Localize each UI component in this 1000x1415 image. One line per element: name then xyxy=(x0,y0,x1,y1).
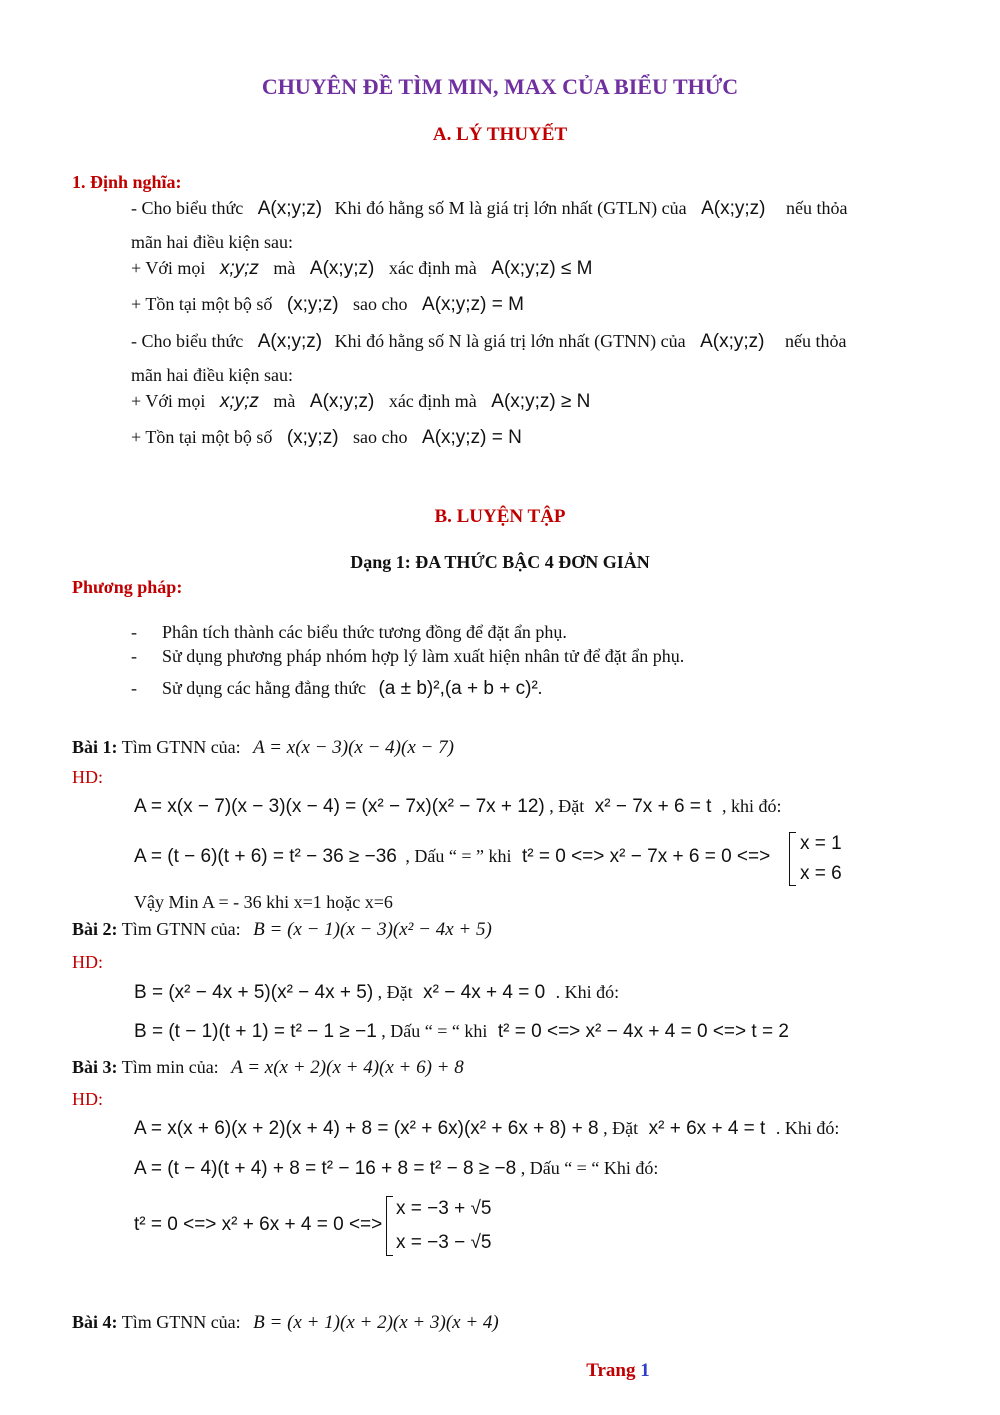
step-text: , Đặt xyxy=(377,982,413,1002)
bai3-root-1: x = −3 + √5 xyxy=(396,1198,492,1219)
step-text: , Đặt xyxy=(603,1118,639,1138)
def-text: mà xyxy=(273,391,296,411)
bullet-dash: - xyxy=(131,622,137,642)
bai1-conclusion: Vậy Min A = - 36 khi x=1 hoặc x=6 xyxy=(134,892,393,912)
bai1-step-2 xyxy=(134,846,770,868)
question-text: Tìm GTNN của: xyxy=(121,919,241,939)
def-line-6: mãn hai điều kiện sau: xyxy=(131,365,293,385)
bai1-root-1: x = 1 xyxy=(800,833,842,854)
def-text: nếu thỏa xyxy=(785,198,848,218)
math-expr: t² = 0 <=> x² − 4x + 4 = 0 <=> t = 2 xyxy=(497,1021,789,1042)
step-text: , khi đó: xyxy=(721,796,782,816)
def-line-3 xyxy=(131,258,593,280)
page-number: 1 xyxy=(640,1360,650,1381)
math-expr: A = x(x − 3)(x − 4)(x − 7) xyxy=(253,737,454,758)
math-expr: A(x;y;z) ≤ M xyxy=(491,258,593,279)
def-text: - Cho biểu thức xyxy=(131,331,244,351)
bai3-step-2 xyxy=(134,1158,658,1180)
math-expr: A(x;y;z) xyxy=(257,331,323,352)
bai1-root-2: x = 6 xyxy=(800,863,842,884)
footer-label: Trang xyxy=(586,1360,636,1381)
math-expr: x² + 6x + 4 = t xyxy=(648,1118,766,1139)
math-expr: B = (x² − 4x + 5)(x² − 4x + 5) xyxy=(134,982,374,1003)
def-line-5 xyxy=(131,331,846,353)
section-b-heading: B. LUYỆN TẬP xyxy=(434,506,566,527)
math-expr: A = x(x + 6)(x + 2)(x + 4) + 8 = (x² + 6x)(x² + 6x + 8) + 8 xyxy=(134,1118,599,1139)
page-title: CHUYÊN ĐỀ TÌM MIN, MAX CỦA BIỂU THỨC xyxy=(261,74,739,99)
method-heading: Phương pháp: xyxy=(72,577,183,597)
question-text: Tìm min của: xyxy=(121,1057,219,1077)
def-line-8 xyxy=(131,427,522,449)
dang1-heading: Dạng 1: ĐA THỨC BẬC 4 ĐƠN GIẢN xyxy=(350,552,650,572)
exercise-label: Bài 2: xyxy=(72,919,118,939)
def-text: Khi đó hằng số M là giá trị lớn nhất (GTLN) của xyxy=(334,198,687,218)
math-expr: B = (t − 1)(t + 1) = t² − 1 ≥ −1 xyxy=(134,1021,377,1042)
math-expr: A(x;y;z) ≥ N xyxy=(491,391,591,412)
def-text: mà xyxy=(273,258,296,278)
def-line-4 xyxy=(131,294,524,316)
def-text: - Cho biểu thức xyxy=(131,198,244,218)
def-text: xác định mà xyxy=(388,258,477,278)
def-text: + Với mọi xyxy=(131,391,206,411)
method-bullet-3 xyxy=(162,678,542,700)
method-bullet-2: Sử dụng phương pháp nhóm hợp lý làm xuất hiện nhân tử để đặt ẩn phụ. xyxy=(162,646,685,666)
exercise-label: Bài 4: xyxy=(72,1312,118,1332)
bullet-dash: - xyxy=(131,678,137,698)
def-text: + Tồn tại một bộ số xyxy=(131,427,273,447)
definition-heading: 1. Định nghĩa: xyxy=(72,172,182,192)
bai1-question xyxy=(72,737,454,759)
question-text: Tìm GTNN của: xyxy=(121,1312,241,1332)
def-line-1 xyxy=(131,198,847,220)
method-bullet-1: Phân tích thành các biểu thức tương đồng để đặt ẩn phụ. xyxy=(162,622,567,642)
math-expr: x;y;z xyxy=(219,391,259,412)
exercise-label: Bài 3: xyxy=(72,1057,118,1077)
math-expr: t² = 0 <=> x² − 7x + 6 = 0 <=> xyxy=(521,846,771,867)
math-expr: A(x;y;z) = N xyxy=(422,427,522,448)
def-text: nếu thỏa xyxy=(784,331,847,351)
bai1-step-1 xyxy=(134,796,781,818)
step-text: , Dấu “ = “ Khi đó: xyxy=(520,1158,659,1178)
def-text: sao cho xyxy=(353,294,408,314)
def-text: Khi đó hằng số N là giá trị lớn nhất (GTNN) của xyxy=(334,331,686,351)
math-expr: A(x;y;z) xyxy=(700,331,765,352)
math-expr: A = (t − 6)(t + 6) = t² − 36 ≥ −36 xyxy=(134,846,397,867)
math-expr: (x;y;z) xyxy=(286,427,339,448)
hd-label: HD: xyxy=(72,1089,103,1109)
hd-label: HD: xyxy=(72,952,103,972)
bai3-question xyxy=(72,1057,464,1079)
step-text: . Khi đó: xyxy=(555,982,620,1002)
exercise-label: Bài 1: xyxy=(72,737,118,757)
section-a-heading: A. LÝ THUYẾT xyxy=(432,124,568,145)
math-expr: x² − 7x + 6 = t xyxy=(594,796,712,817)
math-expr: (x;y;z) xyxy=(286,294,339,315)
math-expr: x;y;z xyxy=(219,258,259,279)
step-text: , Đặt xyxy=(549,796,585,816)
math-expr: A(x;y;z) xyxy=(257,198,323,219)
math-expr: (a ± b)²,(a + b + c)² xyxy=(378,678,538,699)
page-footer xyxy=(0,1360,1000,1382)
math-expr: A(x;y;z) xyxy=(701,198,766,219)
math-expr: A(x;y;z) xyxy=(309,391,375,412)
bai3-step-1 xyxy=(134,1118,839,1140)
step-text: , Dấu “ = “ khi xyxy=(381,1021,488,1041)
bullet-dash: - xyxy=(131,646,137,666)
def-text: + Với mọi xyxy=(131,258,206,278)
bai2-step-1 xyxy=(134,982,619,1004)
solution-bracket xyxy=(386,1196,393,1256)
method-text: Sử dụng các hằng đẳng thức xyxy=(162,678,366,698)
math-expr: B = (x + 1)(x + 2)(x + 3)(x + 4) xyxy=(253,1312,499,1333)
solution-bracket xyxy=(789,832,796,886)
math-expr: A = x(x − 7)(x − 3)(x − 4) = (x² − 7x)(x² − 7x + 12) xyxy=(134,796,545,817)
def-line-7 xyxy=(131,391,590,413)
bai2-question xyxy=(72,919,492,941)
math-expr: x² − 4x + 4 = 0 xyxy=(423,982,546,1003)
step-text: . Khi đó: xyxy=(775,1118,840,1138)
bai2-step-2 xyxy=(134,1021,789,1043)
step-text: , Dấu “ = ” khi xyxy=(405,846,512,866)
bai3-step-3: t² = 0 <=> x² + 6x + 4 = 0 <=> xyxy=(134,1214,383,1235)
math-expr: A(x;y;z) xyxy=(309,258,375,279)
def-text: + Tồn tại một bộ số xyxy=(131,294,273,314)
def-text: xác định mà xyxy=(388,391,477,411)
math-expr: A = (t − 4)(t + 4) + 8 = t² − 16 + 8 = t² − 8 ≥ −8 xyxy=(134,1158,517,1179)
question-text: Tìm GTNN của: xyxy=(121,737,241,757)
bai3-root-2: x = −3 − √5 xyxy=(396,1232,492,1253)
method-text: . xyxy=(537,678,543,698)
def-text: sao cho xyxy=(353,427,408,447)
hd-label: HD: xyxy=(72,767,103,787)
bai4-question xyxy=(72,1312,499,1334)
def-line-2: mãn hai điều kiện sau: xyxy=(131,232,293,252)
math-expr: A(x;y;z) = M xyxy=(422,294,524,315)
math-expr: B = (x − 1)(x − 3)(x² − 4x + 5) xyxy=(253,919,492,940)
math-expr: A = x(x + 2)(x + 4)(x + 6) + 8 xyxy=(231,1057,464,1078)
